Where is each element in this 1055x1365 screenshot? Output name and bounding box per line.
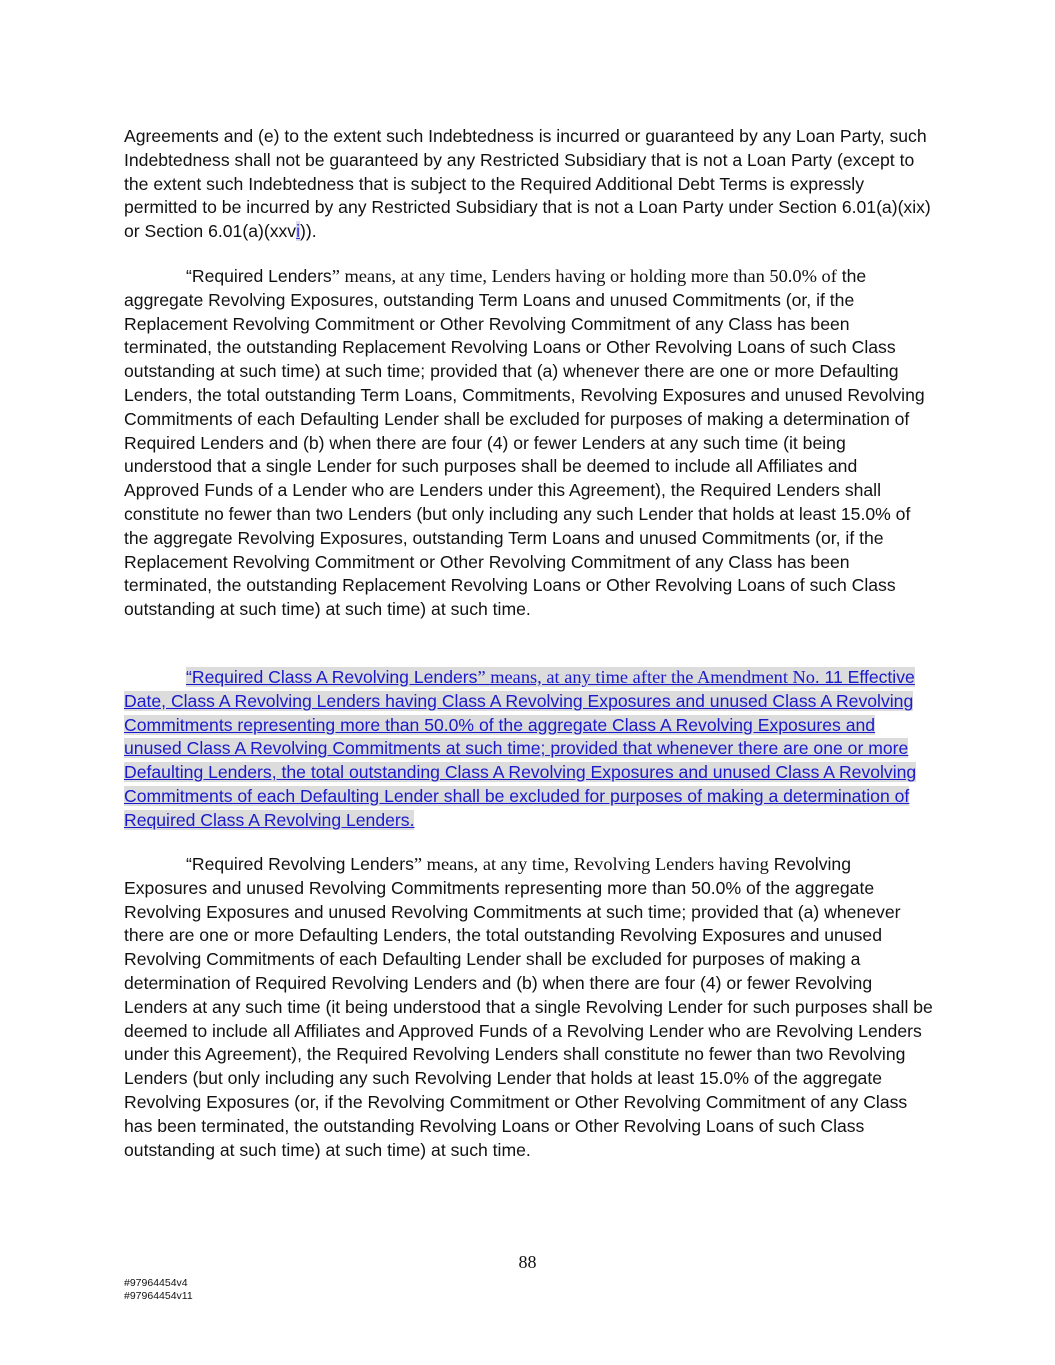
document-id-old: #97964454v4 — [124, 1277, 188, 1289]
definition-body: 11 Effective Date, Class A Revolving Lenders having Class A Revolving Exposures and unused Class A Revolving Commitments representing more than 50.0% of the aggregate Class A Revolving Exposures and unused Class A Revolving Commitments at such time; provided that whenever there are one or more Defaulting Lenders, the total outstanding Class A Revolving Exposures and unused Class A Revolving Commitments of each Defaulting Lender shall be excluded for purposes of making a determination of Required Class A Revolving Lenders. — [124, 667, 917, 830]
paragraph-indebtedness-continuation — [124, 125, 936, 244]
document-id-new: #97964454v11 — [124, 1290, 193, 1302]
definition-required-class-a-revolving-lenders — [124, 666, 936, 833]
definition-lead: ” means, at any time, Lenders having or holding more than 50.0% of — [331, 266, 837, 286]
defined-term: “Required Class A Revolving Lenders — [186, 667, 478, 687]
defined-term: “Required Revolving Lenders — [186, 854, 414, 874]
definition-required-revolving-lenders — [124, 853, 936, 1162]
paragraph-text: Agreements and (e) to the extent such Indebtedness is incurred or guaranteed by any Loan Party, such Indebtedness shall not be guaranteed by any Restricted Subsidiary that is not a Loan Party (except to the extent such Indebtedness that is subject to the Required Additional Debt Terms is expressly permitted to be incurred by any Restricted Subsidiary that is not a Loan Party under Section 6.01(a)(xix) or Section 6.01(a)(xxv — [124, 126, 931, 242]
definition-body: the aggregate Revolving Exposures, outstanding Term Loans and unused Commitments (or, if the Replacement Revolving Commitment or Other Revolving Commitment of any Class has been terminated, the outstanding Replacement Revolving Loans or Other Revolving Loans of such Class outstanding at such time) at such time; provided that (a) whenever there are one or more Defaulting Lenders, the total outstanding Term Loans, Commitments, Revolving Exposures and unused Revolving Commitments of each Defaulting Lender shall be excluded for purposes of making a determination of Required Lenders and (b) when there are four (4) or fewer Lenders at any such time (it being understood that a single Lender for such purposes shall be deemed to include all Affiliates and Approved Funds of a Lender who are Lenders under this Agreement), the Required Lenders shall constitute no fewer than two Lenders (but only including any such Lender that holds at least 15.0% of the aggregate Revolving Exposures, outstanding Term Loans and unused Commitments (or, if the Replacement Revolving Commitment or Other Revolving Commitment of any Class has been terminated, the outstanding Replacement Revolving Loans or Other Revolving Loans of such Class outstanding at such time) at such time) at such time. — [124, 266, 925, 620]
paragraph-text-end: )). — [300, 221, 317, 242]
definition-body: Revolving Exposures and unused Revolving Commitments representing more than 50.0% of the aggregate Revolving Exposures and unused Revolving Commitments at such time; provided that (a) whenever there are one or more Defaulting Lenders, the total outstanding Revolving Exposures and unused Revolving Commitments of each Defaulting Lender shall be excluded for purposes of making a determination of Required Revolving Lenders and (b) when there are four (4) or fewer Revolving Lenders at any such time (it being understood that a single Revolving Lender for such purposes shall be deemed to include all Affiliates and Approved Funds of a Revolving Lender who are Revolving Lenders under this Agreement), the Required Revolving Lenders shall constitute no fewer than two Revolving Lenders (but only including any such Revolving Lender that holds at least 15.0% of the aggregate Revolving Exposures (or, if the Revolving Commitment or Other Revolving Commitment of any Class has been terminated, the outstanding Revolving Loans or Other Revolving Loans of such Class outstanding at such time) at such time) at such time. — [124, 854, 933, 1160]
definition-lead: ” means, at any time after the Amendment No. — [477, 667, 820, 687]
page-number: 88 — [518, 1252, 537, 1272]
definition-required-lenders — [124, 265, 936, 622]
defined-term: “Required Lenders — [186, 266, 332, 286]
inserted-revision-mark: i — [296, 221, 301, 242]
definition-lead: ” means, at any time, Revolving Lenders having — [413, 854, 769, 874]
